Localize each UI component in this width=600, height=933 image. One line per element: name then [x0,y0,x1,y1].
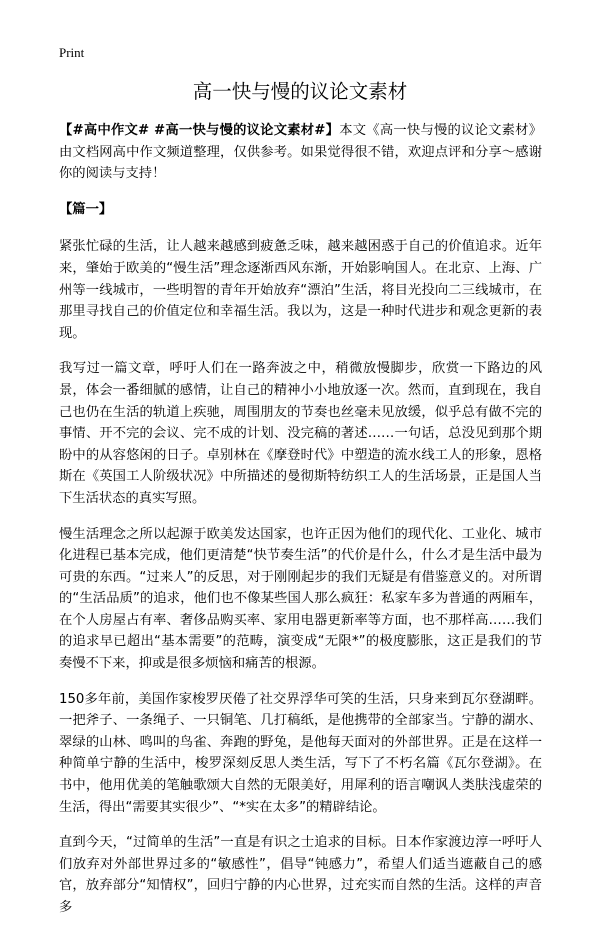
document-body [59,120,542,933]
intro-paragraph [59,120,542,185]
document-title: 高一快与慢的议论文素材 [192,80,408,103]
print-label: Print [59,45,85,60]
intro-text: 本文《高一快与慢的议论文素材》由文档网高中作文频道整理，仅供参考。如果觉得很不错，欢迎点评和分享～感谢你的阅读与支持！ [59,123,543,182]
section-heading: 【篇一】 [59,201,113,217]
body-paragraph-4: 150多年前，美国作家梭罗厌倦了社交界浮华可笑的生活，只身来到瓦尔登湖畔。一把斧子、一条绳子、一只铜笔、几打稿纸，是他携带的全部家当。宁静的湖水、翠绿的山林、鸣叫的鸟雀、奔跑的野兔，是他每天面对的外部世界。正是在这样一种简单宁静的生活中，梭罗深刻反思人类生活，写下了不朽名篇《瓦尔登湖》。在书中，他用优美的笔触歌颂大自然的无限美好，用犀利的语言嘲讽人类肤浅虚荣的生活，得出“需要其实很少”、“*实在太多”的精辟结论。 [59,691,542,815]
body-paragraph-5: 直到今天，“过简单的生活”一直是有识之士追求的目标。日本作家渡边淳一呼吁人们放弃对外部世界过多的“敏感性”，倡导“钝感力”，希望人们适当遮蔽自己的感官，放弃部分“知情权”，回归宁静的内心世界，过充实而自然的生活。这样的声音多 [59,835,542,915]
body-paragraph-1: 紧张忙碌的生活，让人越来越感到疲惫乏味，越来越困惑于自己的价值追求。近年来，肇始于欧美的“慢生活”理念逐渐西风东渐，开始影响国人。在北京、上海、广州等一线城市，一些明智的青年开始放弃“漂泊”生活，将目光投向二三线城市，在那里寻找自己的价值定位和幸福生活。我以为，这是一种时代进步和观念更新的表现。 [59,239,542,341]
intro-tag: 【#高中作文# #高一快与慢的议论文素材#】 [59,123,340,138]
body-paragraph-3: 慢生活理念之所以起源于欧美发达国家，也许正因为他们的现代化、工业化、城市化进程已基本完成，他们更清楚“快节奏生活”的代价是什么，什么才是生活中最为可贵的东西。“过来人”的反思，对于刚刚起步的我们无疑是有借鉴意义的。对所谓的“生活品质”的追求，他们也不像某些国人那么疯狂：私家车多为普通的两厢车，在个人房屋占有率、奢侈品购买率、家用电器更新率等方面，也不那样高……我们的追求早已超出“基本需要”的范畴，演变成“无限*”的极度膨胀，这正是我们的节奏慢不下来，抑或是很多烦恼和痛苦的根源。 [59,526,542,672]
body-paragraph-2: 我写过一篇文章，呼吁人们在一路奔波之中，稍微放慢脚步，欣赏一下路边的风景，体会一番细腻的感情，让自己的精神小小地放逐一次。然而，直到现在，我自己也仍在生活的轨道上疾驰，周围朋友的节奏也丝毫未见放缓，似乎总有做不完的事情、开不完的会议、完不成的计划、没完稿的著述……一句话，总没见到那个期盼中的从容悠闲的日子。卓别林在《摩登时代》中塑造的流水线工人的形象，恩格斯在《英国工人阶级状况》中所描述的曼彻斯特纺织工人的生活场景，正是国人当下生活状态的真实写照。 [59,361,542,506]
